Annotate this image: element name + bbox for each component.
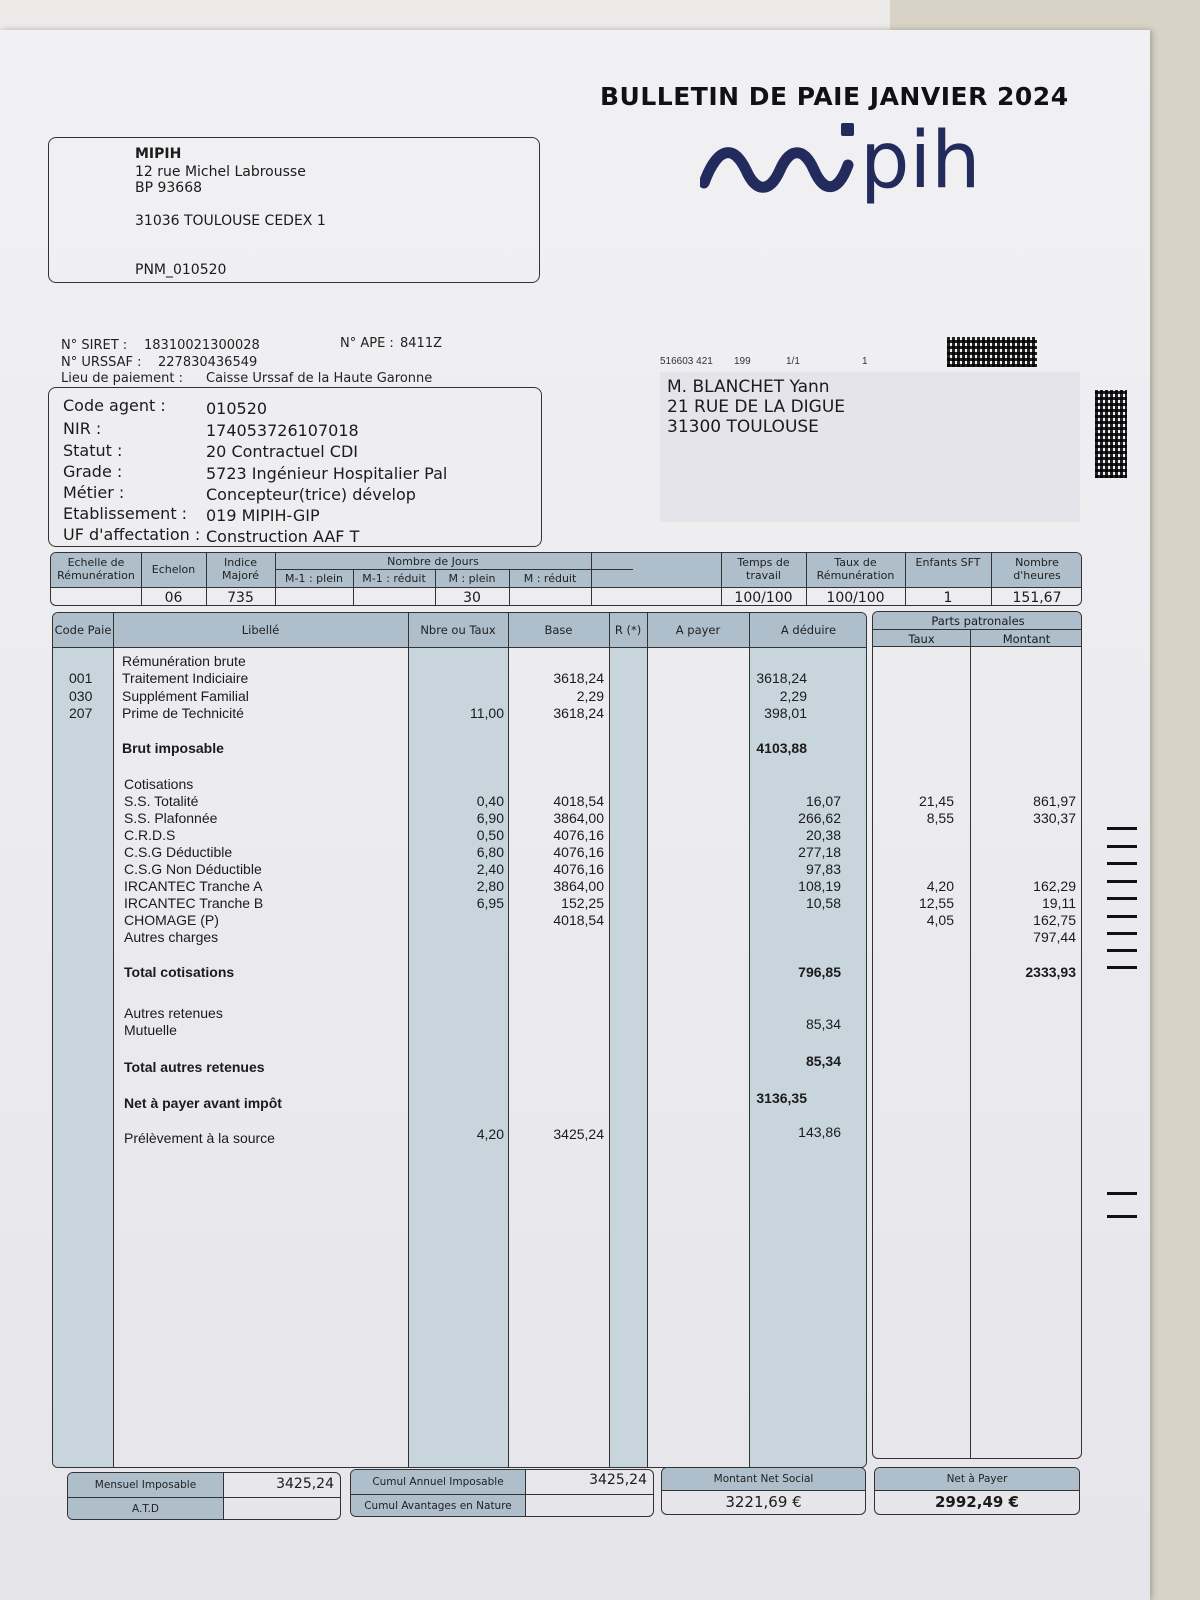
cot-deduire: 97,83: [805, 861, 841, 877]
cot-ptaux: 12,55: [918, 895, 954, 911]
recipient-name: M. BLANCHET Yann: [667, 377, 830, 397]
ape-label: N° APE :: [340, 336, 394, 351]
h-nombre-heures: Nombre d'heures: [1013, 556, 1061, 582]
cot-deduire: 16,07: [805, 793, 841, 809]
ape-value: 8411Z: [400, 336, 442, 351]
cot-base: 4018,54: [553, 912, 604, 928]
cot-label: Autres charges: [124, 929, 219, 945]
net-social-value: 3221,69 €: [725, 1493, 802, 1511]
mensuel-imposable-label: Mensuel Imposable: [68, 1473, 223, 1497]
net-a-payer-label: Net à Payer: [875, 1468, 1079, 1490]
h-parts-taux: Taux: [908, 632, 935, 646]
agent-value: 5723 Ingénieur Hospitalier Pal: [206, 464, 448, 483]
agent-value: 20 Contractuel CDI: [206, 442, 358, 461]
cot-label: IRCANTEC Tranche A: [124, 878, 263, 894]
cot-label: CHOMAGE (P): [124, 912, 219, 928]
h-a-payer: A payer: [675, 623, 721, 637]
prelevement-taux: 4,20: [476, 1126, 504, 1142]
brut-imposable-label: Brut imposable: [122, 740, 224, 756]
cot-label: IRCANTEC Tranche B: [124, 895, 264, 911]
agent-value: 174053726107018: [206, 421, 359, 440]
line-code: 001: [69, 670, 93, 686]
h-parts-patronales: Parts patronales: [931, 614, 1025, 628]
cot-label: C.S.G Déductible: [124, 844, 233, 860]
h-m-reduit: M : réduit: [523, 572, 577, 585]
urssaf-value: 227830436549: [158, 355, 258, 370]
mutuelle-value: 85,34: [805, 1016, 841, 1032]
cot-nb: 2,80: [476, 878, 504, 894]
cumul-annuel-box: [350, 1469, 654, 1517]
cot-label: S.S. Totalité: [124, 793, 199, 809]
prelevement-montant: 143,86: [798, 1124, 841, 1140]
cot-deduire: 10,58: [805, 895, 841, 911]
cumul-avantages-label: Cumul Avantages en Nature: [351, 1494, 525, 1517]
agent-value: 010520: [206, 399, 268, 418]
cumul-annuel-label: Cumul Annuel Imposable: [351, 1470, 525, 1494]
h-r: R (*): [614, 623, 642, 637]
line-label: Traitement Indiciaire: [122, 670, 249, 686]
cot-base: 152,25: [561, 895, 604, 911]
total-cotisations-patronales: 2333,93: [1025, 964, 1076, 980]
siret-label: N° SIRET :: [61, 338, 128, 353]
line-label: Supplément Familial: [122, 688, 249, 704]
mail-code-1: 516603 421: [660, 356, 713, 367]
line-code: 207: [69, 705, 93, 721]
h-a-deduire: A déduire: [780, 623, 837, 637]
agent-key: Statut :: [63, 441, 123, 460]
agent-key: Métier :: [63, 483, 125, 502]
cot-nb: 6,95: [476, 895, 504, 911]
line-base: 2,29: [576, 688, 604, 704]
net-a-payer-box: [874, 1467, 1080, 1515]
cotisations-title: Cotisations: [124, 776, 194, 792]
h-base: Base: [544, 623, 573, 637]
cot-label: C.R.D.S: [124, 827, 176, 843]
agent-key: UF d'affectation :: [63, 525, 201, 544]
cot-ptaux: 21,45: [918, 793, 954, 809]
svg-text:pih: pih: [860, 116, 981, 206]
heures-value: 151,67: [1012, 590, 1062, 606]
agent-value: 019 MIPIH-GIP: [206, 506, 320, 525]
cot-deduire: 108,19: [798, 878, 841, 894]
cot-label: S.S. Plafonnée: [124, 810, 218, 826]
h-temps-travail: Temps de travail: [737, 556, 790, 582]
siret-value: 18310021300028: [144, 338, 260, 353]
h-nombre-jours: Nombre de Jours: [387, 555, 479, 568]
cot-pmontant: 162,29: [1033, 878, 1076, 894]
lieu-label: Lieu de paiement :: [61, 371, 183, 386]
employer-ref: PNM_010520: [135, 262, 227, 278]
h-nbre-taux: Nbre ou Taux: [420, 623, 496, 637]
mail-code-3: 1/1: [786, 356, 800, 367]
employer-street: 12 rue Michel Labrousse: [135, 164, 306, 180]
brut-imposable-value: 4103,88: [756, 740, 807, 756]
cot-nb: 0,40: [476, 793, 504, 809]
mail-code-2: 199: [734, 356, 751, 367]
atd-label: A.T.D: [68, 1497, 223, 1520]
net-avant-impot-value: 3136,35: [756, 1090, 807, 1106]
cot-ptaux: 8,55: [926, 810, 954, 826]
m-plein-value: 30: [463, 590, 481, 606]
line-label: Rémunération brute: [122, 653, 246, 669]
cot-deduire: 277,18: [798, 844, 841, 860]
cot-pmontant: 797,44: [1033, 929, 1076, 945]
h-indice: Indice Majoré: [221, 556, 260, 582]
recipient-street: 21 RUE DE LA DIGUE: [667, 397, 846, 417]
total-cotisations-value: 796,85: [798, 964, 841, 980]
agent-value: Construction AAF T: [206, 527, 360, 546]
autres-retenues-title: Autres retenues: [124, 1005, 223, 1021]
employer-bp: BP 93668: [135, 180, 203, 196]
agent-key: Grade :: [63, 462, 123, 481]
h-echelle: Echelle de Rémunération: [57, 556, 135, 582]
employer-city: 31036 TOULOUSE CEDEX 1: [135, 213, 326, 229]
pay-lines: [52, 0, 1082, 1600]
cot-nb: 6,80: [476, 844, 504, 860]
h-parts-montant: Montant: [1002, 632, 1051, 646]
line-nb: 11,00: [470, 705, 504, 721]
net-a-payer-value: 2992,49 €: [935, 1493, 1019, 1511]
net-social-box: [661, 1467, 866, 1515]
agent-value: Concepteur(trice) dévelop: [206, 485, 416, 504]
mensuel-imposable-value: 3425,24: [276, 1476, 334, 1492]
agent-key: Code agent :: [63, 396, 166, 415]
net-social-label: Montant Net Social: [662, 1468, 865, 1490]
line-base: 3618,24: [553, 670, 604, 686]
employer-name: MIPIH: [135, 146, 182, 162]
cot-deduire: 266,62: [798, 810, 841, 826]
line-label: Prime de Technicité: [122, 705, 244, 721]
cot-base: 3864,00: [553, 810, 604, 826]
recipient-city: 31300 TOULOUSE: [667, 417, 819, 437]
mensuel-imposable-box: [67, 1472, 341, 1520]
cot-nb: 0,50: [476, 827, 504, 843]
mail-code-4: 1: [862, 356, 868, 367]
h-m-plein: M : plein: [448, 572, 496, 585]
cot-ptaux: 4,20: [926, 878, 954, 894]
total-cotisations-label: Total cotisations: [124, 964, 235, 980]
cot-nb: 6,90: [476, 810, 504, 826]
mutuelle-label: Mutuelle: [124, 1022, 177, 1038]
line-payer: 2,29: [779, 688, 807, 704]
cot-base: 4076,16: [553, 827, 604, 843]
echelon-value: 06: [164, 590, 183, 606]
cot-pmontant: 162,75: [1033, 912, 1076, 928]
taux-value: 100/100: [826, 590, 885, 606]
h-m1-reduit: M-1 : réduit: [362, 572, 426, 585]
cot-pmontant: 861,97: [1033, 793, 1076, 809]
cot-pmontant: 330,37: [1033, 810, 1076, 826]
cot-ptaux: 4,05: [926, 912, 954, 928]
agent-key: NIR :: [63, 419, 102, 438]
cot-pmontant: 19,11: [1042, 895, 1076, 911]
total-autres-label: Total autres retenues: [124, 1059, 265, 1075]
cot-base: 4018,54: [553, 793, 604, 809]
line-base: 3618,24: [553, 705, 604, 721]
cumul-annuel-value: 3425,24: [589, 1472, 647, 1488]
prelevement-base: 3425,24: [553, 1126, 604, 1142]
h-code-paie: Code Paie: [54, 623, 112, 637]
net-avant-impot-label: Net à payer avant impôt: [124, 1095, 282, 1111]
h-libelle: Libellé: [241, 623, 280, 637]
datamatrix-icon: [1095, 390, 1127, 478]
agent-key: Etablissement :: [63, 504, 188, 523]
h-enfants-sft: Enfants SFT: [915, 556, 981, 569]
line-payer: 398,01: [764, 705, 807, 721]
h-m1-plein: M-1 : plein: [285, 572, 343, 585]
cot-deduire: 20,38: [805, 827, 841, 843]
h-echelon: Echelon: [151, 563, 196, 576]
total-autres-value: 85,34: [805, 1053, 841, 1069]
cot-base: 4076,16: [553, 844, 604, 860]
cot-nb: 2,40: [476, 861, 504, 877]
line-payer: 3618,24: [756, 670, 807, 686]
document-title: BULLETIN DE PAIE JANVIER 2024: [600, 82, 1069, 111]
lieu-value: Caisse Urssaf de la Haute Garonne: [206, 371, 433, 386]
temps-value: 100/100: [734, 590, 793, 606]
cot-base: 4076,16: [553, 861, 604, 877]
h-taux-remuneration: Taux de Rémunération: [816, 556, 895, 582]
prelevement-label: Prélèvement à la source: [124, 1130, 275, 1146]
cot-base: 3864,00: [553, 878, 604, 894]
line-code: 030: [69, 688, 93, 704]
enfants-value: 1: [943, 590, 953, 606]
urssaf-label: N° URSSAF :: [61, 355, 142, 370]
indice-value: 735: [227, 590, 254, 606]
cot-label: C.S.G Non Déductible: [124, 861, 262, 877]
